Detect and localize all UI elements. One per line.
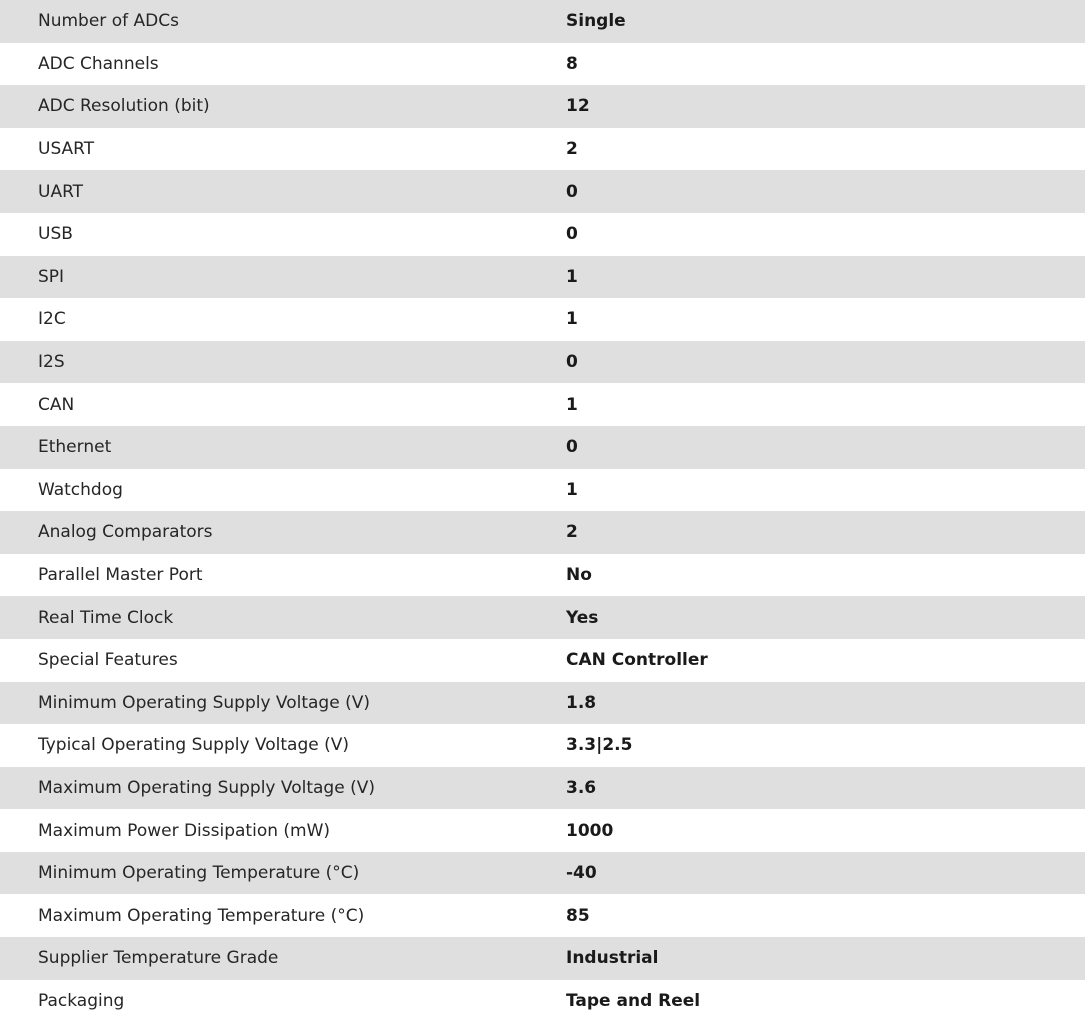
spec-label: I2S xyxy=(38,352,65,373)
spec-row-max-operating-temperature xyxy=(0,894,1085,937)
spec-value: 1 xyxy=(566,479,578,500)
spec-label: Packaging xyxy=(38,990,125,1011)
spec-value: Single xyxy=(566,11,626,32)
spec-row-number-of-adcs xyxy=(0,0,1085,43)
spec-row-uart xyxy=(0,170,1085,213)
spec-row-can xyxy=(0,383,1085,426)
spec-row-usb xyxy=(0,213,1085,256)
spec-value: 1 xyxy=(566,394,578,415)
spec-row-spi xyxy=(0,256,1085,299)
spec-label: Ethernet xyxy=(38,437,112,458)
spec-row-i2c xyxy=(0,298,1085,341)
spec-row-supplier-temperature-grade xyxy=(0,937,1085,980)
spec-label: I2C xyxy=(38,309,66,330)
spec-value: 12 xyxy=(566,96,590,117)
spec-row-parallel-master-port xyxy=(0,554,1085,597)
spec-label: USART xyxy=(38,139,95,160)
spec-row-min-supply-voltage xyxy=(0,682,1085,725)
spec-value: 8 xyxy=(566,53,578,74)
spec-row-usart xyxy=(0,128,1085,171)
spec-label: Maximum Operating Temperature (°C) xyxy=(38,905,365,926)
spec-row-min-operating-temperature xyxy=(0,852,1085,895)
spec-row-adc-resolution xyxy=(0,85,1085,128)
spec-row-max-supply-voltage xyxy=(0,767,1085,810)
spec-row-i2s xyxy=(0,341,1085,384)
spec-value: No xyxy=(566,565,592,586)
spec-value: Industrial xyxy=(566,948,659,969)
spec-value: 1.8 xyxy=(566,692,597,713)
spec-label: Parallel Master Port xyxy=(38,565,203,586)
spec-row-packaging xyxy=(0,980,1085,1022)
spec-label: Supplier Temperature Grade xyxy=(38,948,279,969)
spec-label: Maximum Power Dissipation (mW) xyxy=(38,820,331,841)
spec-value: 85 xyxy=(566,905,590,926)
spec-label: UART xyxy=(38,181,84,202)
spec-label: Watchdog xyxy=(38,479,123,500)
spec-value: 0 xyxy=(566,352,578,373)
spec-value: 2 xyxy=(566,139,578,160)
spec-label: USB xyxy=(38,224,73,245)
spec-value: 3.3|2.5 xyxy=(566,735,633,756)
spec-label: Minimum Operating Supply Voltage (V) xyxy=(38,692,370,713)
spec-row-ethernet xyxy=(0,426,1085,469)
spec-label: ADC Resolution (bit) xyxy=(38,96,210,117)
spec-value: 2 xyxy=(566,522,578,543)
spec-value: CAN Controller xyxy=(566,650,708,671)
spec-row-analog-comparators xyxy=(0,511,1085,554)
spec-value: Yes xyxy=(566,607,599,628)
spec-label: CAN xyxy=(38,394,75,415)
spec-value: 0 xyxy=(566,437,578,458)
spec-row-watchdog xyxy=(0,469,1085,512)
spec-label: Maximum Operating Supply Voltage (V) xyxy=(38,777,375,798)
spec-value: 3.6 xyxy=(566,777,597,798)
spec-value: -40 xyxy=(566,863,597,884)
spec-value: Tape and Reel xyxy=(566,990,701,1011)
spec-value: 1 xyxy=(566,266,578,287)
spec-label: Special Features xyxy=(38,650,178,671)
spec-value: 1000 xyxy=(566,820,614,841)
spec-row-special-features xyxy=(0,639,1085,682)
spec-label: Typical Operating Supply Voltage (V) xyxy=(38,735,349,756)
spec-row-real-time-clock xyxy=(0,596,1085,639)
spec-value: 0 xyxy=(566,224,578,245)
spec-label: ADC Channels xyxy=(38,53,159,74)
spec-label: Number of ADCs xyxy=(38,11,179,32)
spec-value: 1 xyxy=(566,309,578,330)
spec-row-max-power-dissipation xyxy=(0,809,1085,852)
spec-row-typical-supply-voltage xyxy=(0,724,1085,767)
spec-label: Real Time Clock xyxy=(38,607,174,628)
spec-label: Minimum Operating Temperature (°C) xyxy=(38,863,360,884)
spec-label: SPI xyxy=(38,266,65,287)
spec-row-adc-channels xyxy=(0,43,1085,86)
spec-label: Analog Comparators xyxy=(38,522,213,543)
spec-value: 0 xyxy=(566,181,578,202)
